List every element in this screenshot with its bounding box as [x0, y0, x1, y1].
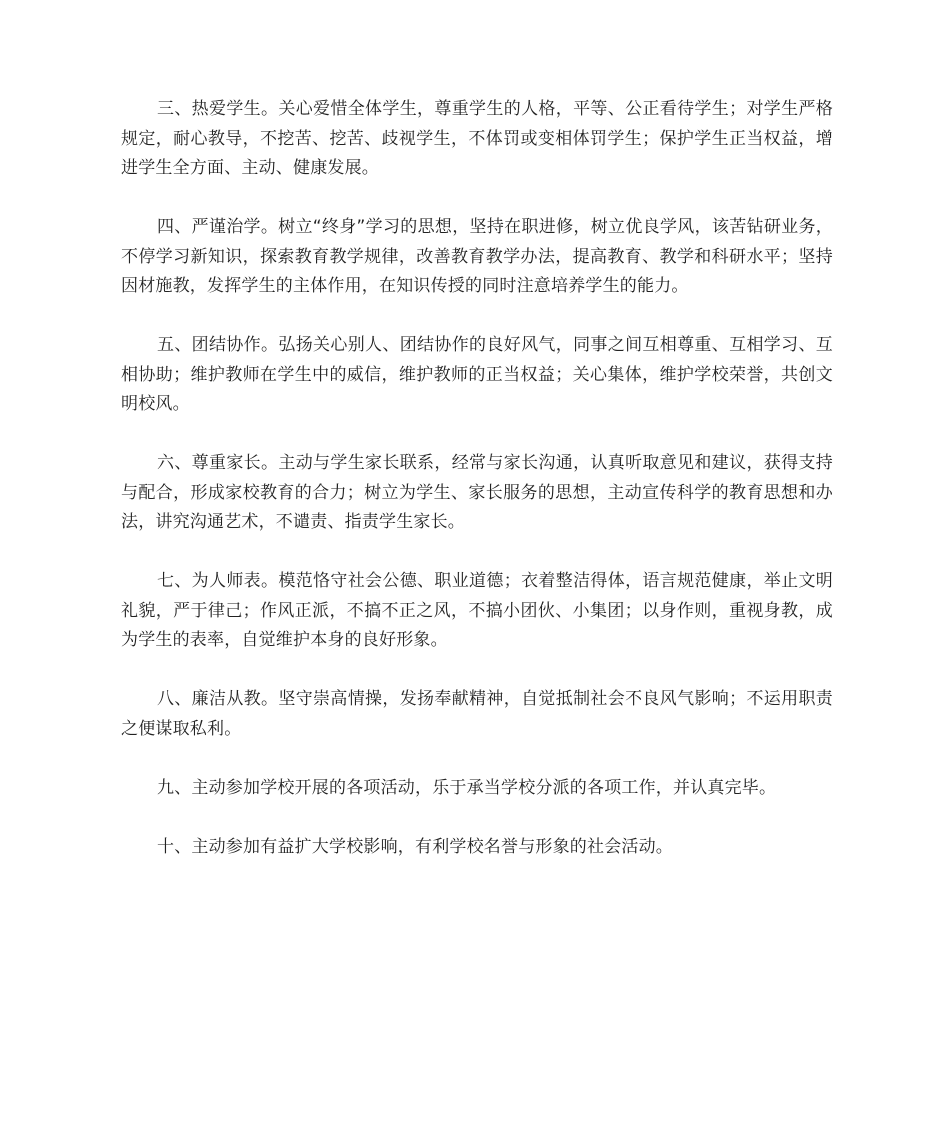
paragraph-6-respect-parents: 六、尊重家长。主动与学生家长联系，经常与家长沟通，认真听取意见和建议，获得支持与配合，形成家校教育的合力；树立为学生、家长服务的思想，主动宣传科学的教育思想和办法，讲究沟通艺术，不谴责、指责学生家长。	[121, 453, 833, 532]
paragraph-8-integrity: 八、廉洁从教。坚守崇高情操，发扬奉献精神，自觉抵制社会不良风气影响；不运用职责之便谋取私利。	[121, 689, 833, 739]
paragraph-5-teamwork: 五、团结协作。弘扬关心别人、团结协作的良好风气，同事之间互相尊重、互相学习、互相协助；维护教师在学生中的威信，维护教师的正当权益；关心集体，维护学校荣誉，共创文明校风。	[121, 335, 833, 414]
paragraph-7-role-model: 七、为人师表。模范恪守社会公德、职业道德；衣着整洁得体，语言规范健康，举止文明礼貌，严于律己；作风正派，不搞不正之风，不搞小团伙、小集团；以身作则，重视身教，成为学生的表率，自觉维护本身的良好形象。	[121, 571, 833, 650]
paragraph-9-school-activities: 九、主动参加学校开展的各项活动，乐于承当学校分派的各项工作，并认真完毕。	[157, 777, 777, 798]
paragraph-4-rigorous-study: 四、严谨治学。树立“终身”学习的思想，坚持在职进修，树立优良学风，该苦钻研业务，不停学习新知识，探索教育教学规律，改善教育教学办法，提高教育、教学和科研水平；坚持因材施教，发挥学生的主体作用，在知识传授的同时注意培养学生的能力。	[121, 217, 833, 296]
paragraph-3-love-students: 三、热爱学生。关心爱惜全体学生，尊重学生的人格，平等、公正看待学生；对学生严格规定，耐心教导，不挖苦、挖苦、歧视学生，不体罚或变相体罚学生；保护学生正当权益，增进学生全方面、主动、健康发展。	[121, 99, 833, 178]
document-body	[121, 95, 833, 892]
paragraph-10-social-activities: 十、主动参加有益扩大学校影响，有利学校名誉与形象的社会活动。	[157, 836, 673, 857]
